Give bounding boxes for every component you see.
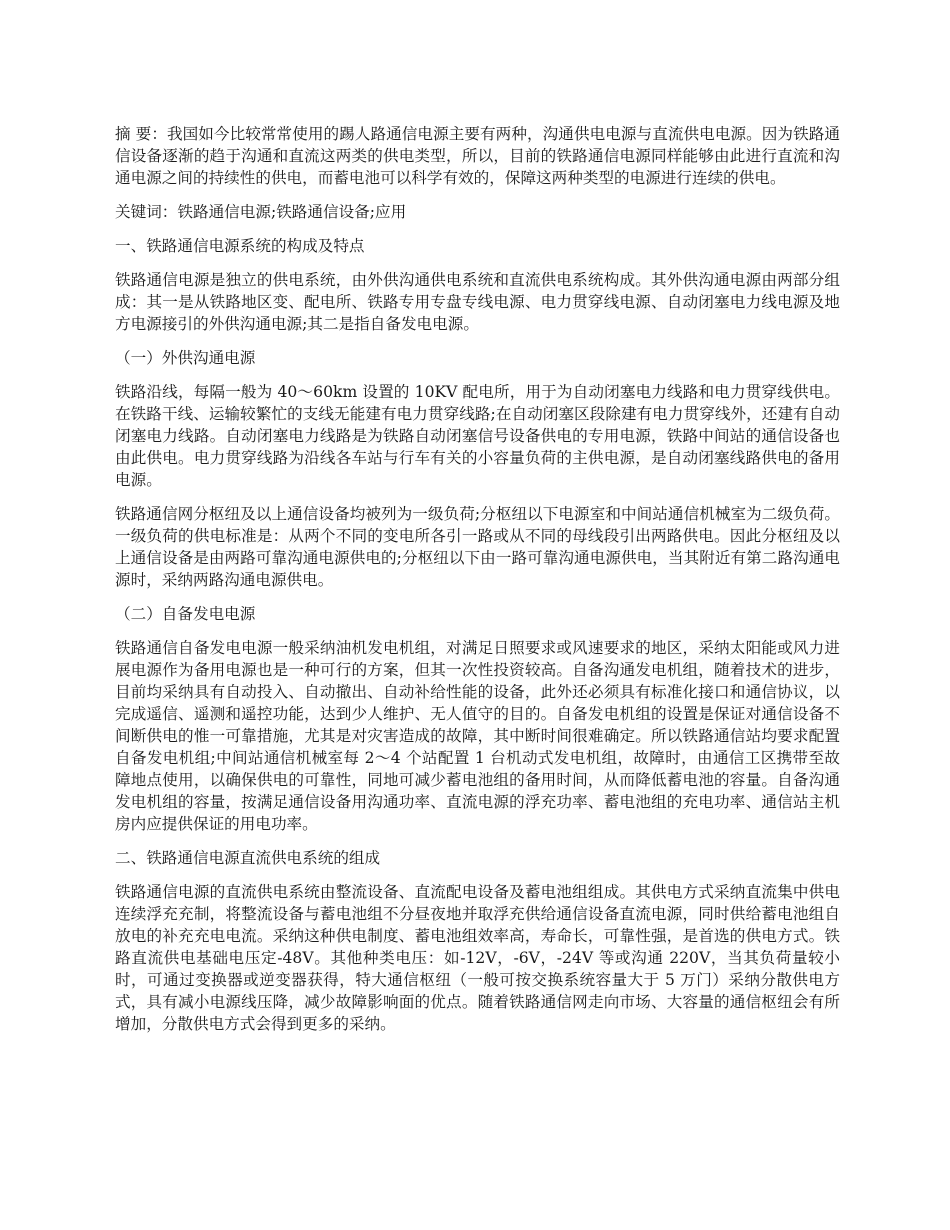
subsection-1-paragraph-1: 铁路沿线，每隔一般为 40～60km 设置的 10KV 配电所，用于为自动闭塞电力线路和电力贯穿线供电。在铁路干线、运输较繁忙的支线无能建有电力贯穿线路;在自动闭塞区段除建有电力贯穿线外，还建有自动闭塞电力线路。自动闭塞电力线路是为铁路自动闭塞信号设备供电的专用电源，铁路中间站的通信设备也由此供电。电力贯穿线路为沿线各车站与行车有关的小容量负荷的主供电源，是自动闭塞线路供电的备用电源。	[115, 383, 840, 489]
section-1-heading: 一、铁路通信电源系统的构成及特点	[115, 237, 365, 255]
keywords-line: 关键词：铁路通信电源;铁路通信设备;应用	[115, 203, 407, 221]
subsection-1-paragraph-2: 铁路通信网分枢纽及以上通信设备均被列为一级负荷;分枢纽以下电源室和中间站通信机械室为二级负荷。一级负荷的供电标准是：从两个不同的变电所各引一路或从不同的母线段引出两路供电。因此分枢纽及以上通信设备是由两路可靠沟通电源供电的;分枢纽以下由一路可靠沟通电源供电，当其附近有第二路沟通电源时，采纳两路沟通电源供电。	[115, 505, 840, 589]
section-2-heading: 二、铁路通信电源直流供电系统的组成	[115, 849, 381, 867]
subsection-1-heading: （一）外供沟通电源	[115, 349, 256, 367]
document-body	[115, 123, 840, 1047]
subsection-2-paragraph-1: 铁路通信自备发电电源一般采纳油机发电机组，对满足日照要求或风速要求的地区，采纳太阳能或风力进展电源作为备用电源也是一种可行的方案，但其一次性投资较高。自备沟通发电机组，随着技术的进步，目前均采纳具有自动投入、自动撤出、自动补给性能的设备，此外还必须具有标准化接口和通信协议，以完成遥信、遥测和遥控功能，达到少人维护、无人值守的目的。自备发电机组的设置是保证对通信设备不间断供电的惟一可靠措施，尤其是对灾害造成的故障，其中断时间很难确定。所以铁路通信站均要求配置自备发电机组;中间站通信机械室每 2～4 个站配置 1 台机动式发电机组，故障时，由通信工区携带至故障地点使用，以确保供电的可靠性，同地可减少蓄电池组的备用时间，从而降低蓄电池的容量。自备沟通发电机组的容量，按满足通信设备用沟通功率、直流电源的浮充功率、蓄电池组的充电功率、通信站主机房内应提供保证的用电功率。	[115, 639, 840, 833]
subsection-2-heading: （二）自备发电电源	[115, 605, 256, 623]
section-2-paragraph-1: 铁路通信电源的直流供电系统由整流设备、直流配电设备及蓄电池组组成。其供电方式采纳直流集中供电连续浮充充制，将整流设备与蓄电池组不分昼夜地并取浮充供给通信设备直流电源，同时供给蓄电池组自放电的补充充电电流。采纳这种供电制度、蓄电池组效率高，寿命长，可靠性强，是首选的供电方式。铁路直流供电基础电压定-48V。其他种类电压：如-12V，-6V，-24V 等或沟通 220V，当其负荷量较小时，可通过变换器或逆变器获得，特大通信枢纽（一般可按交换系统容量大于 5 万门）采纳分散供电方式，具有减小电源线压降，减少故障影响面的优点。随着铁路通信网走向市场、大容量的通信枢纽会有所增加，分散供电方式会得到更多的采纳。	[115, 883, 840, 1033]
section-1-intro-paragraph: 铁路通信电源是独立的供电系统，由外供沟通供电系统和直流供电系统构成。其外供沟通电源由两部分组成：其一是从铁路地区变、配电所、铁路专用专盘专线电源、电力贯穿线电源、自动闭塞电力线电源及地方电源接引的外供沟通电源;其二是指自备发电电源。	[115, 271, 840, 333]
abstract-paragraph: 摘 要：我国如今比较常常使用的踢人路通信电源主要有两种，沟通供电电源与直流供电电源。因为铁路通信设备逐渐的趋于沟通和直流这两类的供电类型，所以，目前的铁路通信电源同样能够由此进行直流和沟通电源之间的持续性的供电，而蓄电池可以科学有效的，保障这两种类型的电源进行连续的供电。	[115, 125, 840, 187]
